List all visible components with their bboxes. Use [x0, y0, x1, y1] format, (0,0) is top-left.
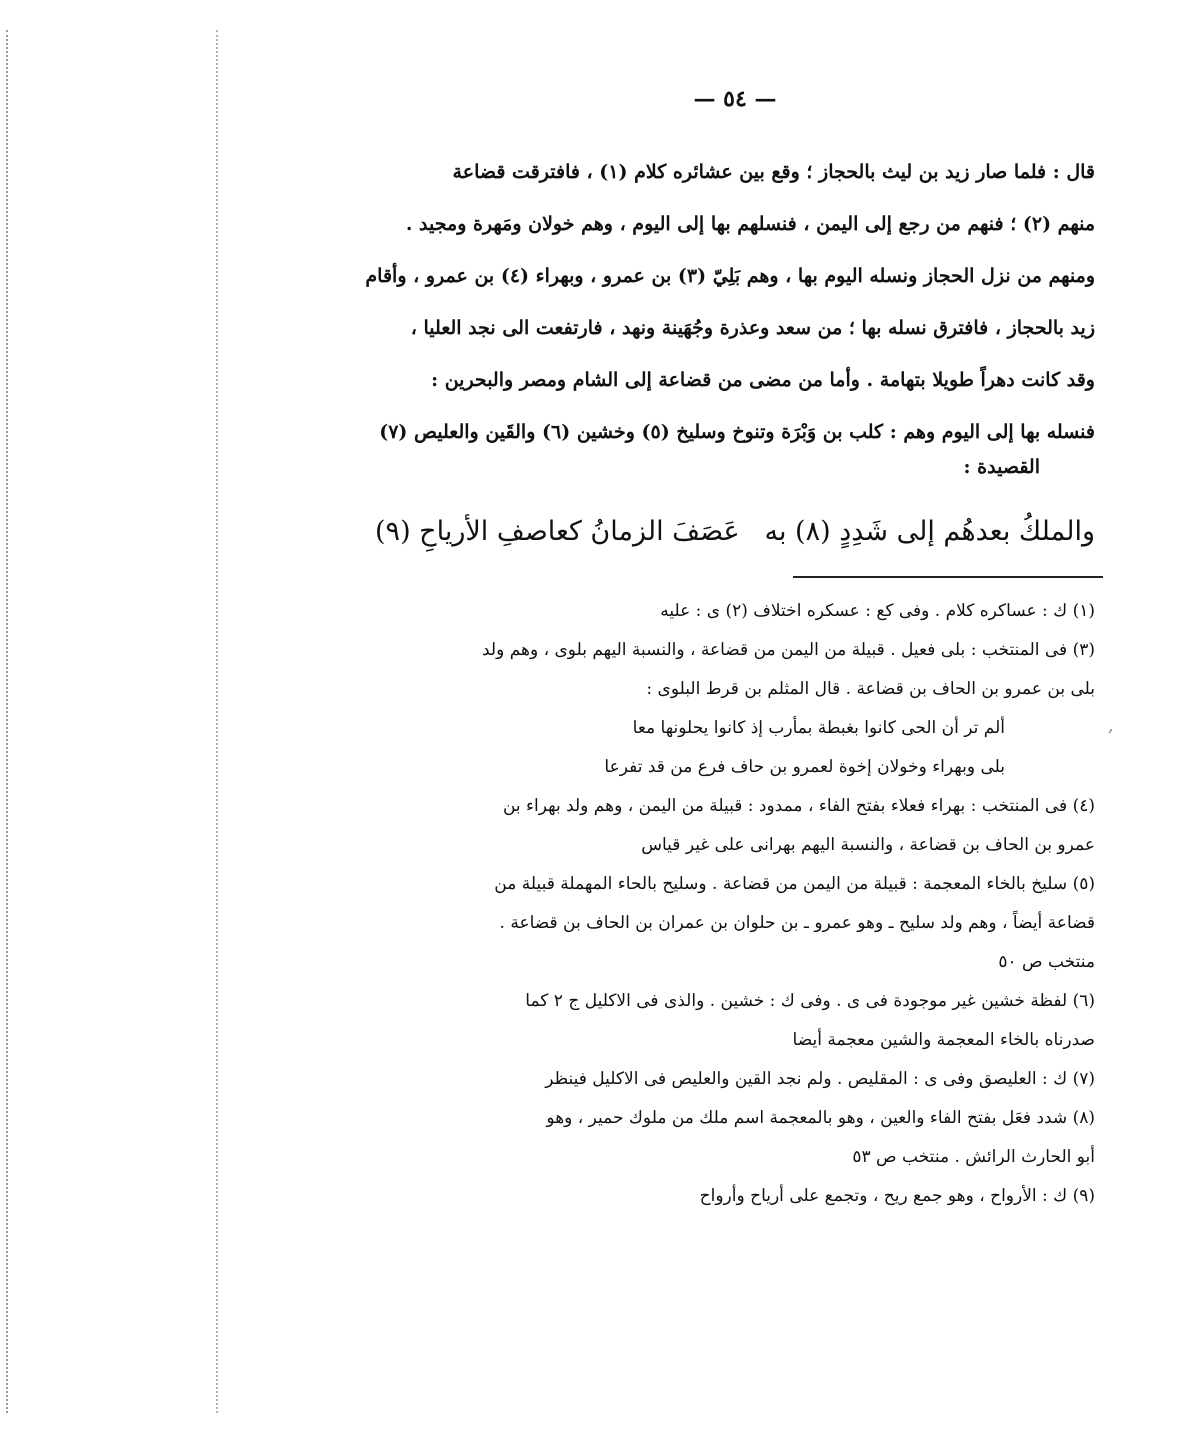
main-line: منهم (٢) ؛ فنهم من رجع إلى اليمن ، فنسلهم بها إلى اليوم ، وهم خولان ومَهرة ومجيد . — [405, 213, 1095, 235]
footnote-separator — [793, 576, 1103, 578]
main-text — [360, 146, 1095, 458]
footnote-poem-line: ألم تر أن الحى كانوا بغبطة بمأرب إذ كانوا يحلونها معا — [632, 718, 1005, 738]
main-line: زيد بالحجاز ، فافترق نسله بها ؛ من سعد وعذرة وجُهَينة ونهد ، فارتفعت الى نجد العليا ، — [410, 317, 1095, 339]
main-line: ومنهم من نزل الحجاز ونسله اليوم بها ، وهم بَلِيّ (٣) بن عمرو ، وبهراء (٤) بن عمرو ، وأقام — [365, 265, 1095, 287]
margin-mark: , — [1108, 715, 1114, 736]
footnote-line: (٩) ك : الأرواح ، وهو جمع ريح ، وتجمع على أرياح وأرواح — [699, 1186, 1095, 1206]
main-line: قال : فلما صار زيد بن ليث بالحجاز ؛ وقع بين عشائره كلام (١) ، فافترقت قضاعة — [452, 161, 1095, 183]
footnote-line: (٧) ك : العليصق وفى ى : المقليص . ولم نجد القين والعليص فى الاكليل فينظر — [545, 1069, 1095, 1089]
main-line: وقد كانت دهراً طويلا بتهامة . وأما من مضى من قضاعة إلى الشام ومصر والبحرين : — [431, 369, 1095, 391]
footnote-line: منتخب ص ٥٠ — [998, 952, 1095, 972]
footnote-line: (٤) فى المنتخب : بهراء فعلاء بفتح الفاء ، ممدود : قبيلة من اليمن ، وهم ولد بهراء بن — [502, 796, 1095, 816]
page-edge-dotted-line — [6, 30, 8, 1413]
verse-second-hemistich: عَصَفَ الزمانُ كعاصفِ الأرياحِ (٩) — [375, 516, 740, 547]
poem-verse — [375, 504, 1095, 560]
footnote-line: (١) ك : عساكره كلام . وفى كع : عسكره اختلاف (٢) ى : عليه — [660, 601, 1095, 621]
verse-first-hemistich: والملكُ بعدهُم إلى شَدِدٍ (٨) به — [764, 516, 1095, 547]
footnote-line: صدرناه بالخاء المعجمة والشين معجمة أيضا — [792, 1030, 1095, 1050]
binding-dotted-line — [216, 30, 218, 1413]
footnote-line: (٦) لفظة خشين غير موجودة فى ى . وفى ك : خشين . والذى فى الاكليل ج ٢ كما — [525, 991, 1095, 1011]
footnote-poem — [350, 709, 1095, 787]
footnote-line: (٨) شدد فعَل بفتح الفاء والعين ، وهو بالمعجمة اسم ملك من ملوك حمير ، وهو — [546, 1108, 1095, 1128]
main-line: فنسله بها إلى اليوم وهم : كلب بن وَبْرَة وتنوخ وسليخ (٥) وخشين (٦) والقَين والعليص (٧) — [379, 421, 1095, 443]
footnote-line: قضاعة أيضاً ، وهم ولد سليح ـ وهو عمرو ـ بن حلوان بن عمران بن الحاف بن قضاعة . — [499, 913, 1095, 933]
footnotes — [350, 592, 1095, 1216]
qasida-heading: القصيدة : — [963, 456, 1040, 478]
footnote-poem-line: بلى وبهراء وخولان إخوة لعمرو بن حاف فرع من قد تفرعا — [604, 757, 1005, 777]
footnote-line: (٣) فى المنتخب : بلى فعيل . قبيلة من اليمن من قضاعة ، والنسبة اليهم بلوى ، وهم ولد — [481, 640, 1095, 660]
footnote-line: بلى بن عمرو بن الحاف بن قضاعة . قال المثلم بن قرط البلوى : — [646, 679, 1095, 699]
footnote-line: أبو الحارث الرائش . منتخب ص ٥٣ — [852, 1147, 1095, 1167]
page-number: — ٥٤ — — [693, 86, 777, 112]
footnote-line: (٥) سليخ بالخاء المعجمة : قبيلة من اليمن من قضاعة . وسليح بالحاء المهملة قبيلة من — [494, 874, 1095, 894]
footnote-line: عمرو بن الحاف بن قضاعة ، والنسبة اليهم بهرانى على غير قياس — [641, 835, 1095, 855]
